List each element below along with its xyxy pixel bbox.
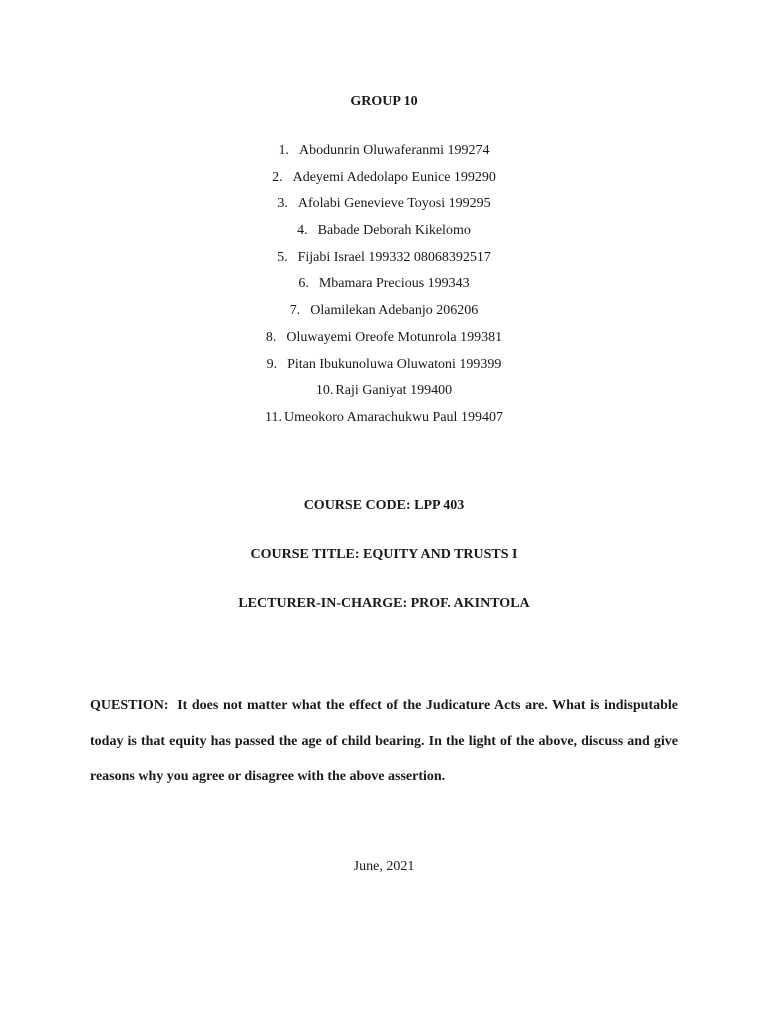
member-name: Pitan Ibukunoluwa Oluwatoni 199399 (287, 356, 502, 372)
member-name: Abodunrin Oluwaferanmi 199274 (298, 143, 490, 158)
member-name: Fijabi Israel 199332 08068392517 (297, 249, 491, 265)
member-name: Umeokoro Amarachukwu Paul 199407 (284, 409, 503, 425)
question-text: It does not matter what the effect of the Judicature Acts are. What is indisputable today is that equity has passed the age of child bearing. In the light of the above, discuss and give reasons why you agree or disagree with the above assertion. (90, 698, 679, 784)
member-item (0, 274, 768, 301)
member-number: 7. (289, 303, 301, 319)
question-paragraph (90, 688, 678, 795)
member-item (0, 355, 768, 382)
member-item (0, 248, 768, 275)
member-item (0, 194, 768, 221)
question-label: QUESTION: (90, 698, 169, 713)
group-title: GROUP 10 (350, 94, 418, 109)
document-date: June, 2021 (353, 859, 415, 874)
member-name: Oluwayemi Oreofe Motunrola 199381 (286, 329, 503, 345)
member-number: 9. (266, 356, 278, 372)
lecturer-in-charge: LECTURER-IN-CHARGE: PROF. AKINTOLA (238, 596, 530, 611)
member-item (0, 168, 768, 195)
member-number: 8. (265, 329, 277, 345)
member-item (0, 408, 768, 435)
member-number: 2. (272, 169, 283, 185)
member-list (0, 141, 768, 435)
member-item (0, 221, 768, 248)
member-item (0, 328, 768, 355)
member-number: 5. (277, 249, 288, 265)
member-name: Babade Deborah Kikelomo (317, 223, 471, 239)
member-number: 1. (278, 143, 289, 158)
member-number: 3. (277, 196, 288, 212)
member-name: Mbamara Precious 199343 (318, 276, 470, 292)
course-code: COURSE CODE: LPP 403 (303, 498, 465, 513)
member-name: Raji Ganiyat 199400 (335, 383, 453, 399)
member-number: 4. (297, 223, 308, 239)
course-title: COURSE TITLE: EQUITY AND TRUSTS I (250, 547, 518, 562)
member-item (0, 141, 768, 168)
member-item (0, 301, 768, 328)
member-item (0, 381, 768, 408)
member-name: Adeyemi Adedolapo Eunice 199290 (292, 169, 496, 185)
member-number: 10. (315, 383, 334, 399)
member-number: 11. (265, 409, 283, 425)
member-number: 6. (298, 276, 309, 292)
member-name: Olamilekan Adebanjo 206206 (310, 303, 479, 319)
member-name: Afolabi Genevieve Toyosi 199295 (297, 196, 491, 212)
